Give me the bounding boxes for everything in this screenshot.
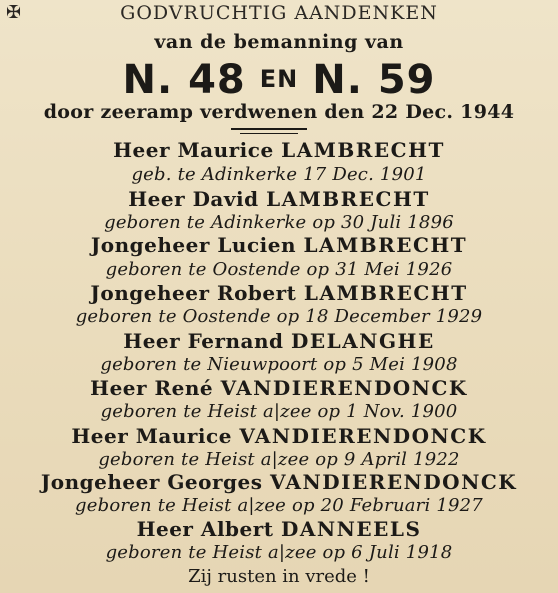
crew-birth: geboren te Adinkerke op 30 Juli 1896 (104, 212, 454, 233)
crew-birth: geboren te Heist a|zee op 6 Juli 1918 (105, 542, 453, 563)
card-title: GODVRUCHTIG AANDENKEN (120, 2, 438, 24)
crew-birth: geboren te Heist a|zee op 9 April 1922 (98, 449, 460, 470)
crew-birth: geb. te Adinkerke 17 Dec. 1901 (131, 164, 427, 185)
divider-thin (240, 133, 298, 134)
crew-name: Jongeheer Georges VANDIERENDONCK (40, 470, 518, 494)
crew-name: Heer Albert DANNEELS (136, 517, 422, 541)
crew-name: Jongeheer Robert LAMBRECHT (90, 281, 468, 305)
crew-birth: geboren te Heist a|zee op 20 Februari 1927 (75, 495, 483, 516)
closing-line: Zij rusten in vrede ! (188, 566, 370, 587)
crew-name: Heer Maurice VANDIERENDONCK (71, 424, 487, 448)
crew-name: Heer René VANDIERENDONCK (90, 376, 468, 400)
crew-name: Heer Fernand DELANGHE (123, 329, 435, 353)
crew-birth: geboren te Nieuwpoort op 5 Mei 1908 (100, 354, 458, 375)
cross-icon: ✠ (6, 2, 22, 23)
boat-2: N. 59 (312, 57, 436, 102)
crew-birth: geboren te Oostende op 18 December 1929 (75, 306, 483, 327)
event-line: door zeeramp verdwenen den 22 Dec. 1944 (43, 101, 515, 123)
crew-name: Heer Maurice LAMBRECHT (113, 138, 445, 162)
crew-name: Heer David LAMBRECHT (128, 187, 430, 211)
boat-conjunction: EN (259, 65, 299, 93)
divider (231, 128, 307, 130)
crew-birth: geboren te Heist a|zee op 1 Nov. 1900 (100, 401, 458, 422)
crew-name: Jongeheer Lucien LAMBRECHT (90, 233, 468, 257)
boat-1: N. 48 (122, 57, 246, 102)
boat-numbers (0, 56, 558, 102)
crew-birth: geboren te Oostende op 31 Mei 1926 (105, 259, 453, 280)
card-subtitle: van de bemanning van (154, 31, 404, 53)
